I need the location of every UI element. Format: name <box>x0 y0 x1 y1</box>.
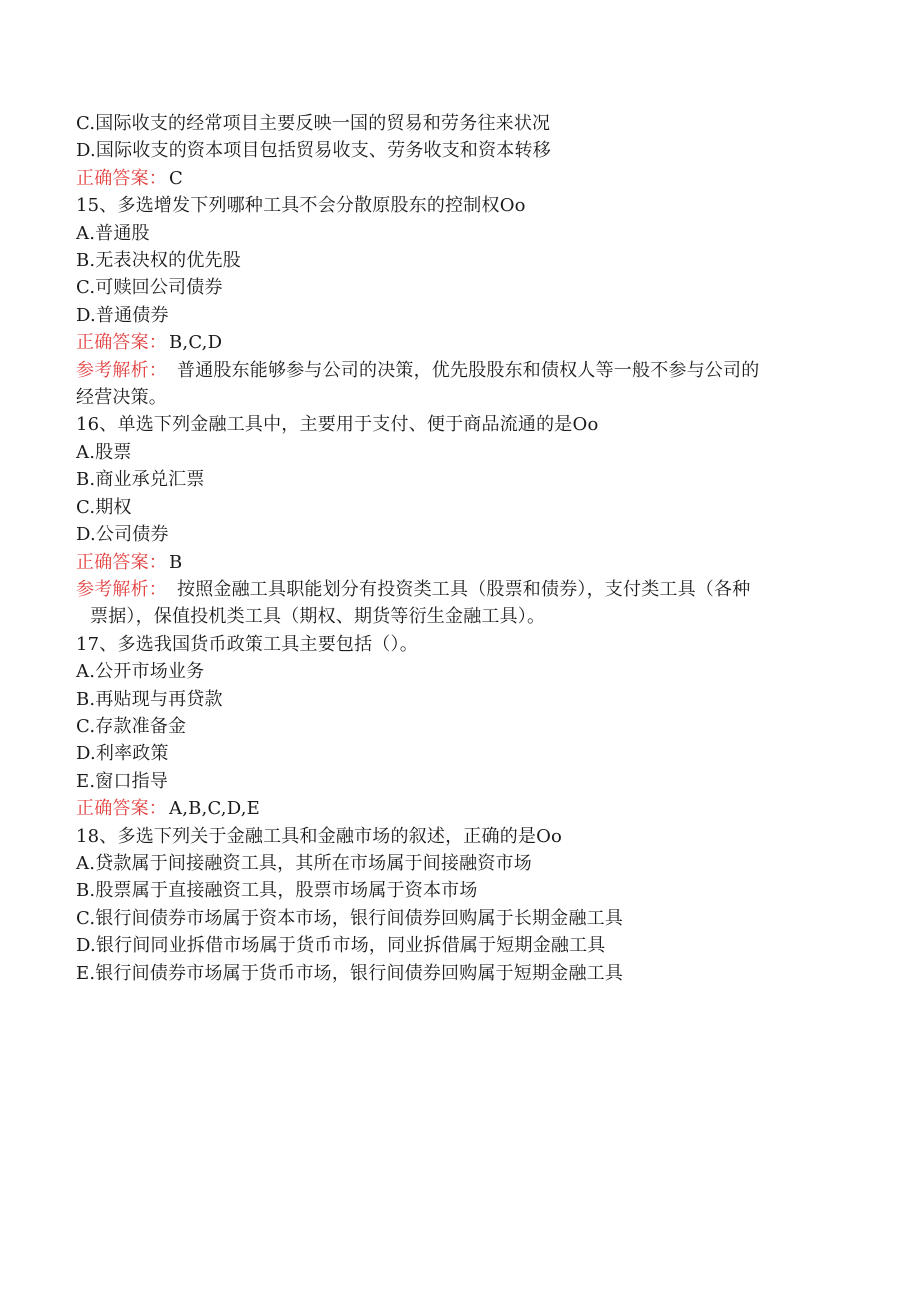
q16-option-a: A.股票 <box>76 441 132 463</box>
answer-label: 正确答案： <box>76 798 167 820</box>
q14-option-d: D.国际收支的资本项目包括贸易收支、劳务收支和资本转移 <box>76 140 551 162</box>
analysis-label: 参考解析： <box>76 359 167 381</box>
q18-option-a: A.贷款属于间接融资工具，其所在市场属于间接融资市场 <box>76 852 532 874</box>
answer-label: 正确答案： <box>76 167 167 189</box>
q15-option-a: A.普通股 <box>76 222 150 244</box>
q15-question: 15、多选增发下列哪种工具不会分散原股东的控制权Oo <box>76 195 526 217</box>
answer-value: A,B,C,D,E <box>169 798 260 820</box>
q17-option-d: D.利率政策 <box>76 743 169 765</box>
q18-option-d: D.银行间同业拆借市场属于货币市场，同业拆借属于短期金融工具 <box>76 935 606 957</box>
q16-analysis <box>76 576 836 603</box>
question-list <box>76 110 836 987</box>
q18-option-e: E.银行间债券市场属于货币市场，银行间债券回购属于短期金融工具 <box>76 962 624 984</box>
q18-option-c: C.银行间债券市场属于资本市场，银行间债券回购属于长期金融工具 <box>76 907 624 929</box>
q15-answer <box>76 329 836 356</box>
q15-analysis-cont: 经营决策。 <box>76 387 167 409</box>
q16-option-c: C.期权 <box>76 496 132 518</box>
answer-value: B <box>169 551 183 573</box>
q15-option-c: C.可赎回公司债券 <box>76 277 223 299</box>
answer-label: 正确答案： <box>76 551 167 573</box>
q17-answer <box>76 795 836 822</box>
q18-question: 18、多选下列关于金融工具和金融市场的叙述，正确的是Oo <box>76 825 563 847</box>
q15-analysis <box>76 357 836 384</box>
q17-question: 17、多选我国货币政策工具主要包括（）。 <box>76 633 418 655</box>
q16-answer <box>76 549 836 576</box>
q16-analysis-cont: 票据），保值投机类工具（期权、期货等衍生金融工具）。 <box>90 606 546 628</box>
q17-option-e: E.窗口指导 <box>76 770 169 792</box>
q17-option-b: B.再贴现与再贷款 <box>76 688 223 710</box>
q16-option-b: B.商业承兑汇票 <box>76 469 205 491</box>
q16-question: 16、单选下列金融工具中，主要用于支付、便于商品流通的是Oo <box>76 414 599 436</box>
q17-option-c: C.存款准备金 <box>76 715 187 737</box>
analysis-label: 参考解析： <box>76 578 167 600</box>
q18-option-b: B.股票属于直接融资工具，股票市场属于资本市场 <box>76 880 478 902</box>
q14-option-c: C.国际收支的经常项目主要反映一国的贸易和劳务往来状况 <box>76 113 551 134</box>
analysis-text: 普通股东能够参与公司的决策，优先股股东和债权人等一般不参与公司的 <box>177 359 760 381</box>
analysis-text: 按照金融工具职能划分有投资类工具（股票和债券），支付类工具（各种 <box>177 578 751 600</box>
q17-option-a: A.公开市场业务 <box>76 661 205 683</box>
answer-label: 正确答案： <box>76 332 167 354</box>
answer-value: C <box>169 167 183 189</box>
q15-option-d: D.普通债券 <box>76 304 169 326</box>
q15-option-b: B.无表决权的优先股 <box>76 250 241 272</box>
q14-answer <box>76 165 836 192</box>
q16-option-d: D.公司债券 <box>76 524 169 546</box>
answer-value: B,C,D <box>169 332 223 354</box>
